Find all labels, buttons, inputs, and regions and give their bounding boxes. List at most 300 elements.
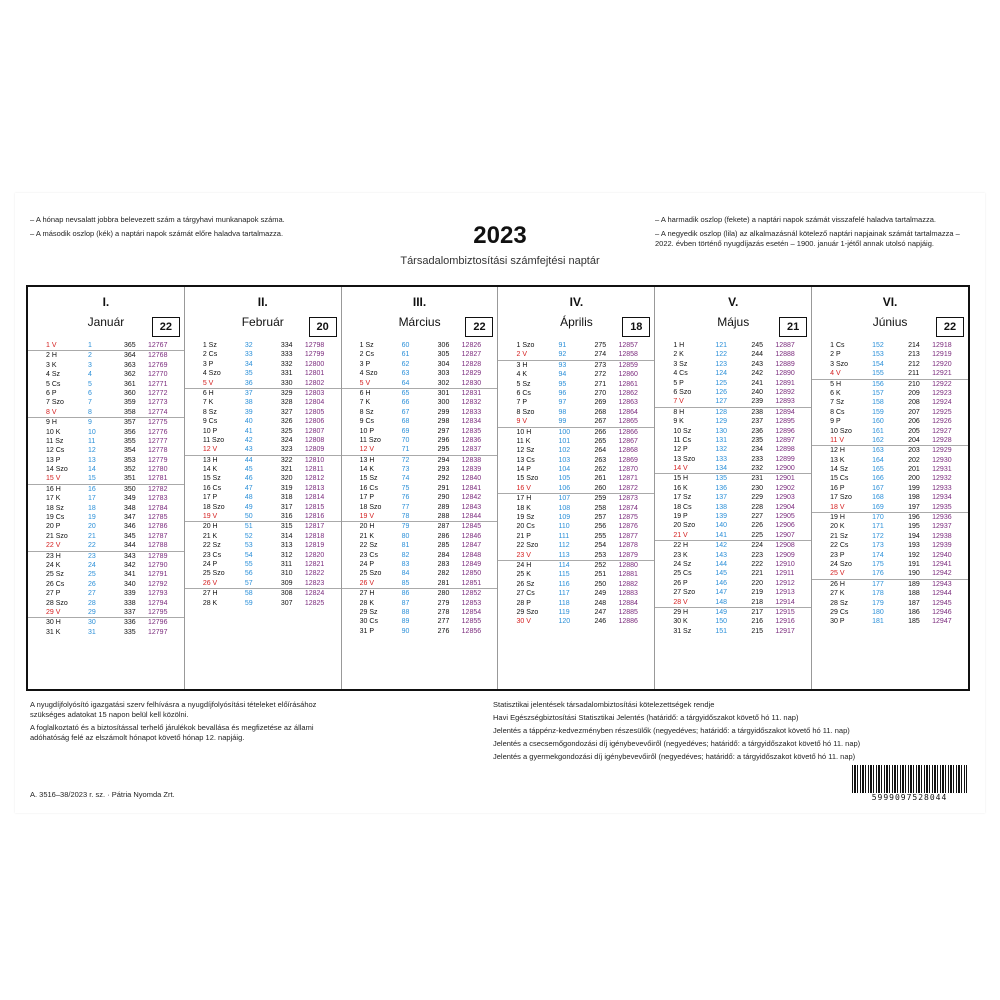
- forward-day-number: 87: [401, 599, 410, 607]
- cumulative-day-number: 12812: [304, 475, 325, 483]
- day-row: [342, 456, 498, 465]
- forward-day-number: 142: [715, 542, 727, 550]
- month-name: Május: [717, 315, 750, 329]
- backward-day-number: 242: [751, 370, 763, 378]
- cumulative-day-number: 12919: [932, 351, 952, 359]
- forward-day-number: 58: [244, 590, 253, 598]
- backward-day-number: 263: [594, 456, 607, 464]
- workdays-box: 18: [622, 317, 650, 337]
- day-row: [498, 561, 654, 570]
- day-row: [655, 541, 811, 550]
- backward-day-number: 219: [751, 589, 763, 597]
- backward-day-number: 239: [751, 398, 763, 406]
- cumulative-day-number: 12810: [304, 456, 325, 464]
- day-row: [655, 551, 811, 560]
- day-row: [498, 398, 654, 407]
- day-label: 1 H: [673, 342, 685, 349]
- backward-day-number: 359: [124, 399, 136, 407]
- cumulative-day-number: 12836: [461, 436, 482, 444]
- day-label: 1 Sz: [359, 342, 374, 349]
- forward-day-number: 78: [401, 513, 410, 521]
- day-row: [655, 493, 811, 502]
- forward-day-number: 29: [88, 608, 96, 616]
- backward-day-number: 255: [594, 532, 607, 540]
- forward-day-number: 163: [872, 447, 884, 455]
- cumulative-day-number: 12842: [461, 494, 482, 502]
- day-label: 8 V: [46, 408, 57, 416]
- cumulative-day-number: 12887: [775, 342, 795, 349]
- day-row: [655, 436, 811, 445]
- backward-day-number: 334: [280, 342, 293, 349]
- day-row: [812, 436, 968, 446]
- forward-day-number: 57: [244, 579, 253, 587]
- day-row: [185, 493, 341, 502]
- day-row: [185, 474, 341, 483]
- forward-day-number: 71: [401, 446, 410, 454]
- backward-day-number: 218: [751, 598, 763, 606]
- day-row: [185, 465, 341, 474]
- month-column: [342, 287, 499, 689]
- day-label: 16 Cs: [359, 484, 378, 492]
- cumulative-day-number: 12937: [932, 523, 952, 531]
- forward-day-number: 25: [88, 571, 96, 579]
- day-row: [655, 484, 811, 493]
- cumulative-day-number: 12817: [304, 523, 325, 531]
- day-row: [185, 456, 341, 465]
- forward-day-number: 108: [558, 504, 571, 512]
- day-row: [185, 445, 341, 455]
- backward-day-number: 297: [437, 427, 450, 435]
- day-row: [28, 418, 184, 427]
- backward-day-number: 302: [437, 379, 450, 387]
- forward-day-number: 47: [244, 484, 253, 492]
- day-label: 5 Cs: [46, 380, 61, 388]
- forward-day-number: 166: [872, 475, 884, 483]
- backward-day-number: 340: [124, 580, 136, 588]
- cumulative-day-number: 12898: [775, 446, 795, 454]
- day-row: [655, 608, 811, 617]
- day-label: 9 K: [673, 418, 684, 426]
- backward-day-number: 278: [437, 608, 450, 616]
- header-left-note: – A második oszlop (kék) a naptári napok számát előre haladva tartalmazza.: [30, 229, 284, 238]
- day-row: [812, 427, 968, 436]
- day-row: [498, 541, 654, 550]
- day-label: 23 P: [830, 551, 845, 559]
- backward-day-number: 211: [908, 370, 920, 378]
- day-label: 22 Szo: [516, 542, 539, 550]
- day-row: [342, 341, 498, 350]
- forward-day-number: 46: [244, 475, 253, 483]
- day-row: [655, 627, 811, 636]
- day-label: 7 K: [202, 399, 214, 407]
- backward-day-number: 356: [124, 428, 136, 436]
- day-row: [28, 599, 184, 608]
- cumulative-day-number: 12902: [775, 484, 795, 492]
- forward-day-number: 4: [88, 371, 92, 379]
- backward-day-number: 189: [908, 580, 920, 588]
- backward-day-number: 262: [594, 466, 607, 474]
- day-row: [28, 618, 184, 627]
- cumulative-day-number: 12783: [148, 495, 168, 503]
- day-row: [185, 369, 341, 378]
- forward-day-number: 77: [401, 503, 410, 511]
- day-row: [812, 617, 968, 626]
- backward-day-number: 344: [124, 542, 136, 550]
- cumulative-day-number: 12779: [148, 456, 168, 464]
- day-row: [28, 380, 184, 389]
- day-label: 12 P: [673, 446, 688, 454]
- backward-day-number: 363: [124, 361, 136, 369]
- day-row: [812, 522, 968, 531]
- backward-day-number: 212: [908, 360, 920, 368]
- day-label: 19 P: [673, 513, 688, 521]
- cumulative-day-number: 12818: [304, 532, 325, 540]
- cumulative-day-number: 12856: [461, 627, 482, 635]
- forward-day-number: 68: [401, 418, 410, 426]
- day-row: [185, 551, 341, 560]
- day-row: [498, 456, 654, 465]
- day-row: [812, 484, 968, 493]
- day-label: 20 Szo: [673, 522, 696, 530]
- day-label: 27 K: [830, 590, 845, 598]
- day-label: 1 V: [46, 342, 57, 349]
- forward-day-number: 139: [715, 513, 727, 521]
- day-row: [342, 369, 498, 378]
- barcode-number: 5999097528044: [871, 793, 948, 802]
- forward-day-number: 45: [244, 466, 253, 474]
- backward-day-number: 315: [280, 523, 293, 531]
- forward-day-number: 114: [558, 561, 570, 569]
- backward-day-number: 306: [437, 342, 450, 349]
- forward-day-number: 156: [872, 380, 884, 388]
- backward-day-number: 287: [437, 523, 450, 531]
- day-label: 27 Szo: [673, 589, 696, 597]
- cumulative-day-number: 12778: [148, 447, 168, 455]
- day-row: [28, 522, 184, 531]
- backward-day-number: 270: [594, 389, 607, 397]
- day-row: [342, 522, 498, 531]
- day-row: [342, 484, 498, 493]
- day-row: [342, 599, 498, 608]
- day-row: [812, 474, 968, 483]
- backward-day-number: 275: [594, 342, 607, 349]
- day-row: [342, 465, 498, 474]
- day-row: [342, 541, 498, 550]
- day-row: [185, 522, 341, 531]
- cumulative-day-number: 12803: [304, 389, 325, 397]
- day-label: 3 H: [516, 361, 528, 369]
- day-row: [498, 494, 654, 503]
- cumulative-day-number: 12825: [304, 599, 325, 607]
- cumulative-day-number: 12800: [304, 360, 325, 368]
- day-rows: [812, 337, 968, 627]
- day-label: 20 K: [830, 523, 845, 531]
- backward-day-number: 289: [437, 503, 450, 511]
- day-row: [185, 341, 341, 350]
- backward-day-number: 246: [594, 618, 607, 626]
- cumulative-day-number: 12865: [618, 418, 638, 426]
- forward-day-number: 136: [715, 484, 727, 492]
- day-label: 3 Szo: [830, 360, 849, 368]
- cumulative-day-number: 12793: [148, 590, 168, 598]
- forward-day-number: 22: [88, 542, 96, 550]
- cumulative-day-number: 12850: [461, 570, 482, 578]
- day-row: [342, 417, 498, 426]
- day-row: [655, 455, 811, 464]
- day-label: 14 P: [516, 466, 531, 474]
- footer-right-note: Havi Egészségbiztosítási Statisztikai Jelentés (határidő: a tárgyidőszakot követő hó 11. nap): [493, 713, 799, 722]
- backward-day-number: 254: [594, 542, 607, 550]
- backward-day-number: 236: [751, 427, 763, 435]
- day-row: [812, 350, 968, 359]
- forward-day-number: 12: [88, 447, 96, 455]
- day-label: 29 Szo: [516, 608, 539, 616]
- backward-day-number: 323: [280, 446, 293, 454]
- day-row: [655, 531, 811, 541]
- forward-day-number: 151: [715, 627, 727, 635]
- cumulative-day-number: 12941: [932, 560, 952, 568]
- day-label: 8 H: [673, 408, 685, 416]
- cumulative-day-number: 12885: [618, 608, 638, 616]
- day-row: [185, 589, 341, 598]
- forward-day-number: 40: [244, 418, 253, 426]
- day-row: [498, 465, 654, 474]
- backward-day-number: 331: [280, 370, 293, 378]
- forward-day-number: 48: [244, 494, 253, 502]
- forward-day-number: 31: [88, 628, 96, 636]
- cumulative-day-number: 12923: [932, 389, 952, 397]
- day-label: 17 P: [202, 494, 218, 502]
- backward-day-number: 237: [751, 418, 763, 426]
- day-label: 28 K: [359, 599, 375, 607]
- day-label: 4 K: [516, 371, 527, 379]
- cumulative-day-number: 12790: [148, 561, 168, 569]
- day-row: [28, 494, 184, 503]
- backward-day-number: 314: [280, 532, 293, 540]
- forward-day-number: 84: [401, 570, 410, 578]
- day-label: 27 H: [359, 590, 375, 598]
- day-label: 19 V: [202, 513, 218, 521]
- day-label: 14 V: [673, 465, 688, 473]
- footer-right-notes: [493, 700, 968, 765]
- forward-day-number: 119: [558, 608, 570, 616]
- day-row: [655, 397, 811, 407]
- backward-day-number: 208: [908, 399, 920, 407]
- day-label: 11 Szo: [359, 436, 381, 444]
- day-row: [342, 551, 498, 560]
- cumulative-day-number: 12924: [932, 399, 952, 407]
- forward-day-number: 96: [558, 389, 567, 397]
- day-label: 29 Sz: [359, 608, 378, 616]
- forward-day-number: 2: [88, 352, 92, 360]
- day-label: 25 V: [830, 570, 845, 578]
- day-label: 23 V: [516, 551, 531, 559]
- cumulative-day-number: 12879: [618, 551, 638, 559]
- day-rows: [185, 337, 341, 608]
- cumulative-day-number: 12936: [932, 514, 952, 522]
- forward-day-number: 11: [88, 437, 96, 445]
- backward-day-number: 209: [908, 389, 920, 397]
- cumulative-day-number: 12910: [775, 560, 795, 568]
- forward-day-number: 140: [715, 522, 727, 530]
- day-row: [812, 446, 968, 455]
- day-label: 12 Cs: [46, 447, 65, 455]
- workdays-box: 22: [465, 317, 493, 337]
- forward-day-number: 159: [872, 408, 884, 416]
- backward-day-number: 187: [908, 599, 920, 607]
- forward-day-number: 1: [88, 342, 92, 349]
- day-row: [655, 464, 811, 474]
- backward-day-number: 280: [437, 590, 450, 598]
- forward-day-number: 137: [715, 494, 727, 502]
- day-label: 22 Sz: [202, 542, 221, 550]
- day-label: 22 H: [673, 542, 689, 550]
- backward-day-number: 336: [124, 619, 136, 627]
- backward-day-number: 196: [908, 514, 920, 522]
- day-label: 3 P: [202, 360, 214, 368]
- day-row: [185, 512, 341, 522]
- cumulative-day-number: 12831: [461, 389, 482, 397]
- forward-day-number: 179: [872, 599, 884, 607]
- backward-day-number: 214: [908, 342, 920, 349]
- day-label: 2 Cs: [202, 351, 218, 359]
- forward-day-number: 16: [88, 485, 96, 493]
- backward-day-number: 251: [594, 571, 607, 579]
- backward-day-number: 285: [437, 542, 450, 550]
- day-row: [498, 370, 654, 379]
- backward-day-number: 253: [594, 551, 607, 559]
- backward-day-number: 193: [908, 542, 920, 550]
- day-label: 11 Cs: [673, 436, 692, 444]
- forward-day-number: 42: [244, 436, 253, 444]
- cumulative-day-number: 12807: [304, 427, 325, 435]
- day-row: [655, 588, 811, 597]
- cumulative-day-number: 12880: [618, 561, 638, 569]
- backward-day-number: 361: [124, 380, 136, 388]
- backward-day-number: 249: [594, 590, 607, 598]
- day-label: 16 V: [516, 484, 531, 492]
- day-row: [655, 379, 811, 388]
- forward-day-number: 132: [715, 446, 727, 454]
- forward-day-number: 86: [401, 590, 410, 598]
- forward-day-number: 27: [88, 590, 96, 598]
- day-label: 21 P: [516, 532, 531, 540]
- month-name: Április: [560, 315, 593, 329]
- forward-day-number: 173: [872, 542, 884, 550]
- day-label: 3 Sz: [673, 360, 688, 368]
- forward-day-number: 109: [558, 514, 571, 522]
- day-row: [28, 513, 184, 522]
- cumulative-day-number: 12813: [304, 484, 325, 492]
- backward-day-number: 224: [751, 542, 763, 550]
- backward-day-number: 335: [124, 628, 136, 636]
- day-label: 16 Cs: [202, 484, 222, 492]
- day-row: [28, 389, 184, 398]
- day-row: [342, 445, 498, 455]
- day-label: 29 V: [46, 608, 61, 616]
- cumulative-day-number: 12777: [148, 437, 168, 445]
- day-row: [498, 570, 654, 579]
- day-label: 1 Cs: [830, 342, 845, 349]
- backward-day-number: 257: [594, 514, 607, 522]
- cumulative-day-number: 12908: [775, 542, 795, 550]
- day-row: [342, 512, 498, 522]
- day-label: 19 Cs: [46, 514, 65, 522]
- cumulative-day-number: 12867: [618, 437, 638, 445]
- day-row: [185, 599, 341, 608]
- day-label: 20 H: [202, 523, 218, 531]
- day-row: [812, 513, 968, 522]
- forward-day-number: 13: [88, 456, 96, 464]
- forward-day-number: 133: [715, 455, 727, 463]
- day-row: [812, 408, 968, 417]
- backward-day-number: 222: [751, 560, 763, 568]
- day-label: 30 K: [673, 618, 688, 626]
- day-label: 2 P: [830, 351, 841, 359]
- day-row: [812, 551, 968, 560]
- footer-right-note: Statisztikai jelentések társadalombiztosítási kötelezettségek rendje: [493, 700, 715, 709]
- backward-day-number: 328: [280, 399, 293, 407]
- forward-day-number: 91: [558, 342, 567, 349]
- day-row: [812, 465, 968, 474]
- day-row: [28, 465, 184, 474]
- cumulative-day-number: 12828: [461, 360, 482, 368]
- day-label: 8 Szo: [516, 408, 535, 416]
- day-label: 3 K: [46, 361, 57, 369]
- day-row: [498, 484, 654, 494]
- forward-day-number: 9: [88, 419, 92, 427]
- cumulative-day-number: 12834: [461, 418, 482, 426]
- forward-day-number: 44: [244, 456, 253, 464]
- day-label: 23 H: [46, 552, 61, 560]
- cumulative-day-number: 12874: [618, 504, 638, 512]
- backward-day-number: 354: [124, 447, 136, 455]
- day-label: 6 H: [202, 389, 214, 397]
- backward-day-number: 240: [751, 388, 763, 396]
- backward-day-number: 353: [124, 456, 136, 464]
- cumulative-day-number: 12860: [618, 371, 638, 379]
- day-row: [498, 437, 654, 446]
- day-label: 7 K: [359, 399, 371, 407]
- backward-day-number: 291: [437, 484, 450, 492]
- backward-day-number: 225: [751, 531, 763, 539]
- forward-day-number: 102: [558, 447, 571, 455]
- cumulative-day-number: 12853: [461, 599, 482, 607]
- cumulative-day-number: 12901: [775, 475, 795, 483]
- backward-day-number: 352: [124, 466, 136, 474]
- forward-day-number: 116: [558, 580, 570, 588]
- forward-day-number: 60: [401, 342, 410, 349]
- forward-day-number: 6: [88, 389, 92, 397]
- cumulative-day-number: 12918: [932, 342, 952, 349]
- cumulative-day-number: 12904: [775, 503, 795, 511]
- day-label: 16 K: [673, 484, 688, 492]
- day-row: [28, 446, 184, 455]
- day-row: [655, 512, 811, 521]
- backward-day-number: 259: [594, 495, 607, 503]
- day-row: [28, 361, 184, 370]
- cumulative-day-number: 12917: [775, 627, 795, 635]
- cumulative-day-number: 12772: [148, 389, 168, 397]
- backward-day-number: 283: [437, 560, 450, 568]
- forward-day-number: 169: [872, 503, 884, 511]
- cumulative-day-number: 12911: [775, 570, 795, 578]
- cumulative-day-number: 12854: [461, 608, 482, 616]
- day-label: 1 Sz: [202, 342, 217, 349]
- cumulative-day-number: 12866: [618, 428, 638, 436]
- forward-day-number: 160: [872, 418, 884, 426]
- forward-day-number: 89: [401, 618, 410, 626]
